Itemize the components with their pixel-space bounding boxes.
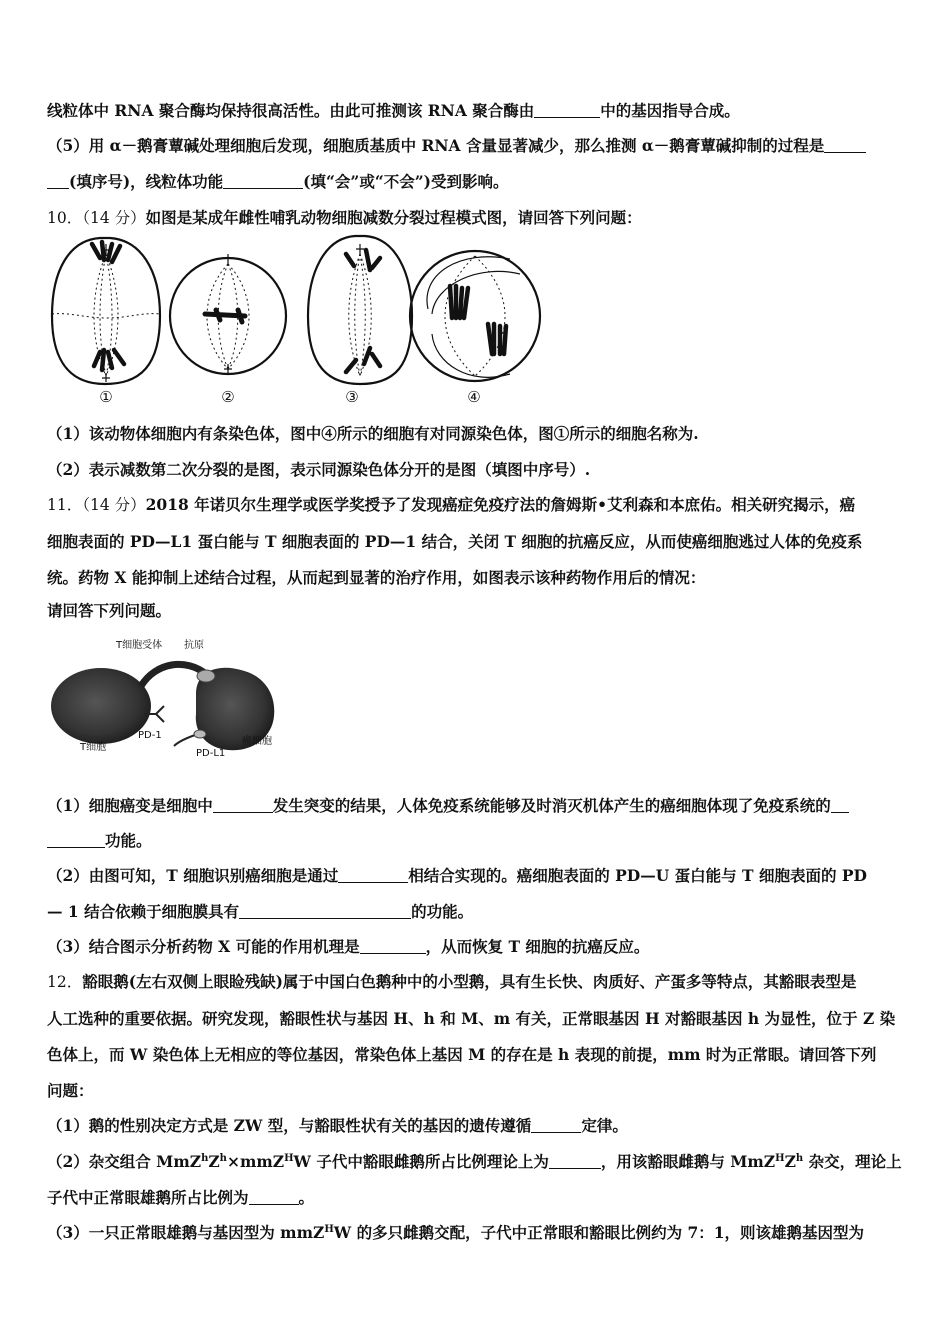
blank[interactable]: [549, 1152, 601, 1169]
cell-3: [308, 236, 412, 384]
q11-stem-1: 11．（14 分）2018 年诺贝尔生理学或医学奖授予了发现癌症免疫疗法的詹姆斯•艾利森和本庶佑。相关研究揭示，癌: [47, 495, 856, 514]
q9-part5: （5）用 α－鹅膏蕈碱处理细胞后发现，细胞质基质中 RNA 含量显著减少，那么推测 α－鹅膏蕈碱抑制的过程是: [47, 135, 906, 157]
antigen-icon: [197, 670, 215, 682]
blank[interactable]: [47, 172, 69, 189]
blank[interactable]: [213, 796, 273, 813]
meiosis-figure: [40, 214, 550, 414]
immune-figure: [46, 634, 286, 764]
q12-part2: （2）杂交组合 $MmZ^hZ^h\times mmZ^HW$ 子代中豁眼雌鹅所占比例理论上为 ，用该豁眼雌鹅与 $MmZ^HZ^h$ 杂交，理论上: [47, 1152, 902, 1171]
q11-part2-cont: — 1 结合依赖于细胞膜具有 的功能。: [47, 902, 474, 921]
blank[interactable]: [360, 937, 426, 954]
blank[interactable]: [824, 136, 866, 153]
q11-stem-2: 细胞表面的 PD—L1 蛋白能与 T 细胞表面的 PD—1 结合，关闭 T 细胞的抗癌反应，从而使癌细胞逃过人体的免疫系: [47, 532, 863, 551]
cell-4: [410, 251, 540, 381]
q11-part1-cont: 功能。: [47, 830, 906, 852]
q9-part5-cont: (填序号)，线粒体功能 (填“会”或“不会”)受到影响。: [47, 171, 906, 193]
q10-part1: （1）该动物体细胞内有条染色体，图中④所示的细胞有对同源染色体，图①所示的细胞名称为.: [47, 424, 699, 443]
q10-stem: 10．（14 分）如图是某成年雌性哺乳动物细胞减数分裂过程模式图，请回答下列问题：: [47, 208, 642, 227]
q11-stem-4: 请回答下列问题。: [47, 601, 172, 620]
q11-part3: （3）结合图示分析药物 X 可能的作用机理是 ，从而恢复 T 细胞的抗癌反应。: [47, 937, 650, 956]
q9-line1: 线粒体中 RNA 聚合酶均保持很高活性。由此可推测该 RNA 聚合酶由 中的基因指导合成。: [47, 101, 740, 120]
q11-stem-3: 统。药物 X 能抑制上述结合过程，从而起到显著的治疗作用，如图表示该种药物作用后的情况：: [47, 568, 706, 587]
q12-part3: （3）一只正常眼雄鹅与基因型为 mmZ$^H$W 的多只雌鹅交配，子代中正常眼和豁眼比例约为 7：1，则该雄鹅基因型为: [47, 1223, 865, 1242]
q12-stem-1: 12．豁眼鹅(左右双侧上眼睑残缺)属于中国白色鹅种中的小型鹅，具有生长快、肉质好、产蛋多等特点，其豁眼表型是: [47, 972, 857, 991]
t-cell: [51, 668, 151, 744]
fig-label-receptor: T细胞受体: [116, 640, 163, 651]
blank[interactable]: [239, 902, 411, 919]
q12-stem-3: 色体上，而 W 染色体上无相应的等位基因，常染色体上基因 M 的存在是 h 表现的前提，mm 时为正常眼。请回答下列: [47, 1045, 877, 1064]
blank[interactable]: [338, 866, 408, 883]
label-1: ①: [99, 388, 113, 406]
fig-label-cancer: 癌细胞: [242, 736, 272, 747]
q12-part2-cont: 子代中正常眼雄鹅所占比例为 。: [47, 1188, 315, 1207]
fig-label-pdl1: PD-L1: [196, 748, 226, 759]
receptor: [141, 664, 206, 686]
label-4: ④: [467, 388, 481, 406]
q10-part2: （2）表示减数第二次分裂的是图，表示同源染色体分开的是图（填图中序号）.: [47, 460, 591, 479]
blank[interactable]: [223, 172, 303, 189]
fig-label-antigen: 抗原: [184, 640, 204, 651]
blank[interactable]: [531, 1116, 581, 1133]
q11-part1: （1）细胞癌变是细胞中 发生突变的结果，人体免疫系统能够及时消灭机体产生的癌细胞体现了免疫系统的: [47, 795, 906, 817]
fig-label-tcell: T细胞: [80, 742, 107, 753]
q11-part2: （2）由图可知，T 细胞识别癌细胞是通过 相结合实现的。癌细胞表面的 PD—U 蛋白能与 T 细胞表面的 PD: [47, 866, 867, 885]
label-3: ③: [345, 388, 359, 406]
q12-stem-2: 人工选种的重要依据。研究发现，豁眼性状与基因 H、h 和 M、m 有关，正常眼基因 H 对豁眼基因 h 为显性，位于 Z 染: [47, 1009, 896, 1028]
fig-label-pd1: PD-1: [138, 730, 162, 741]
label-2: ②: [221, 388, 235, 406]
blank[interactable]: [47, 831, 105, 848]
q12-stem-4: 问题：: [47, 1081, 94, 1100]
q12-part1: （1）鹅的性别决定方式是 ZW 型，与豁眼性状有关的基因的遗传遵循 定律。: [47, 1116, 628, 1135]
pdl1-icon: [194, 730, 206, 738]
blank[interactable]: [534, 101, 600, 118]
blank[interactable]: [249, 1188, 299, 1205]
blank[interactable]: [831, 796, 849, 813]
